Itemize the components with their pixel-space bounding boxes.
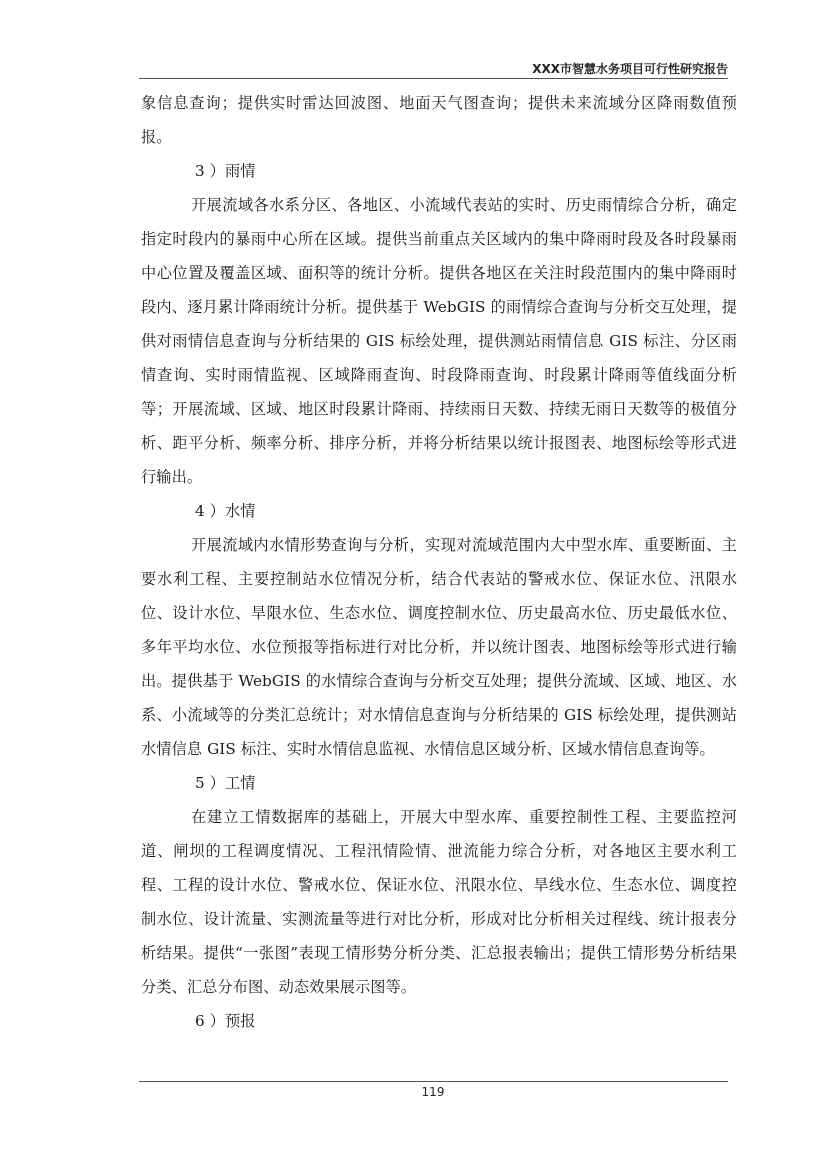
footer-divider — [139, 1081, 728, 1082]
intro-paragraph: 象信息查询；提供实时雷达回波图、地面天气图查询；提供未来流域分区降雨数值预报。 — [141, 94, 737, 146]
running-header-title: XXX市智慧水务项目可行性研究报告 — [532, 62, 728, 76]
page-number: 119 — [421, 1085, 445, 1099]
section-heading-water: 4 ）水情 — [195, 502, 256, 520]
section-heading-works: 5 ）工情 — [195, 774, 256, 792]
page-body — [141, 86, 737, 1038]
section-heading-forecast: 6 ）预报 — [195, 1012, 256, 1030]
section-paragraph-works: 在建立工情数据库的基础上，开展大中型水库、重要控制性工程、主要监控河道、闸坝的工程调度情况、工程汛情险情、泄流能力综合分析，对各地区主要水利工程、工程的设计水位、警戒水位、保证水位、汛限水位、旱线水位、生态水位、调度控制水位、设计流量、实测流量等进行对比分析，形成对比分析相关过程线、统计报表分析结果。提供“一张图”表现工情形势分析分类、汇总报表输出；提供工情形势分析结果分类、汇总分布图、动态效果展示图等。 — [141, 808, 737, 996]
section-paragraph-rain: 开展流域各水系分区、各地区、小流域代表站的实时、历史雨情综合分析，确定指定时段内的暴雨中心所在区域。提供当前重点关区域内的集中降雨时段及各时段暴雨中心位置及覆盖区域、面积等的统计分析。提供各地区在关注时段范围内的集中降雨时段内、逐月累计降雨统计分析。提供基于 WebGIS 的雨情综合查询与分析交互处理，提供对雨情信息查询与分析结果的 GIS 标绘处理，提供测站雨情信息 GIS 标注、分区雨情查询、实时雨情监视、区域降雨查询、时段降雨查询、时段累计降雨等值线面分析等；开展流域、区域、地区时段累计降雨、持续雨日天数、持续无雨日天数等的极值分析、距平分析、频率分析、排序分析，并将分析结果以统计报图表、地图标绘等形式进行输出。 — [141, 196, 737, 486]
section-heading-rain: 3 ）雨情 — [195, 162, 256, 180]
section-paragraph-water: 开展流域内水情形势查询与分析，实现对流域范围内大中型水库、重要断面、主要水利工程、主要控制站水位情况分析，结合代表站的警戒水位、保证水位、汛限水位、设计水位、旱限水位、生态水位、调度控制水位、历史最高水位、历史最低水位、多年平均水位、水位预报等指标进行对比分析，并以统计图表、地图标绘等形式进行输出。提供基于 WebGIS 的水情综合查询与分析交互处理；提供分流域、区域、地区、水系、小流域等的分类汇总统计；对水情信息查询与分析结果的 GIS 标绘处理，提供测站水情信息 GIS 标注、实时水情信息监视、水情信息区域分析、区域水情信息查询等。 — [141, 536, 737, 758]
header-divider — [139, 78, 728, 79]
